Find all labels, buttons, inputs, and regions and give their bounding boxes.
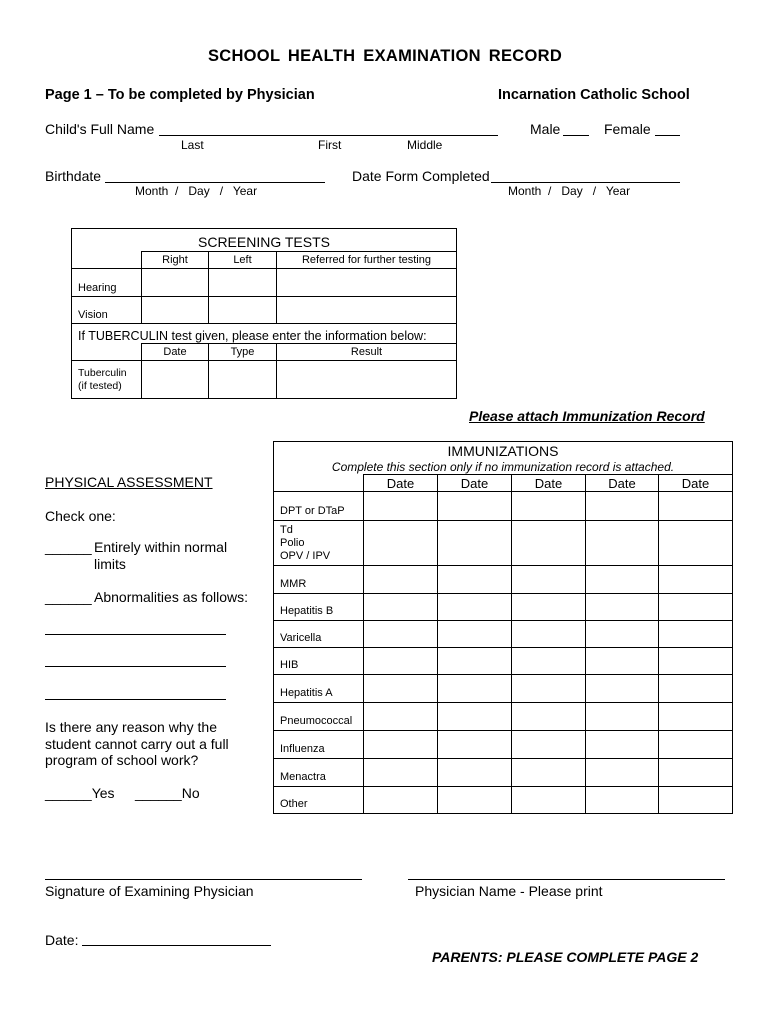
other-date-4[interactable] [586,787,659,814]
vaccine-td-polio-label [274,521,364,566]
left-header: Left [209,252,277,269]
right-header: Right [142,252,209,269]
normal-checkbox-blank[interactable]: ______ [45,539,92,555]
date-label: Date: [45,932,79,948]
first-label: First [318,138,342,152]
pneumo-date-2[interactable] [438,703,512,731]
female-field[interactable] [655,135,680,136]
pneumo-date-3[interactable] [512,703,586,731]
hearing-label: Hearing [72,269,142,297]
hib-date-1[interactable] [364,648,438,675]
vaccine-td-label: Td [280,523,293,536]
tb-result-cell[interactable] [277,361,457,399]
date-completed-field[interactable] [491,182,680,183]
other-date-3[interactable] [512,787,586,814]
mmr-date-2[interactable] [438,566,512,594]
hib-date-4[interactable] [586,648,659,675]
date-field[interactable] [82,945,271,946]
influenza-date-5[interactable] [659,731,733,759]
question-line1: Is there any reason why the [45,719,217,735]
vision-right-cell[interactable] [142,297,209,324]
hepa-date-1[interactable] [364,675,438,703]
date-header-5: Date [659,475,733,492]
hepa-date-2[interactable] [438,675,512,703]
hepb-date-1[interactable] [364,594,438,621]
vaccine-menactra-label: Menactra [274,759,364,787]
date-completed-format: Month / Day / Year [508,184,631,198]
normal-option-label [94,539,227,573]
immunizations-table [273,441,733,814]
hepa-date-5[interactable] [659,675,733,703]
other-date-1[interactable] [364,787,438,814]
hib-date-2[interactable] [438,648,512,675]
hearing-left-cell[interactable] [209,269,277,297]
menactra-date-2[interactable] [438,759,512,787]
menactra-date-5[interactable] [659,759,733,787]
hib-date-5[interactable] [659,648,733,675]
hearing-referred-cell[interactable] [277,269,457,297]
hib-date-3[interactable] [512,648,586,675]
pneumo-date-4[interactable] [586,703,659,731]
varicella-date-2[interactable] [438,621,512,648]
hepa-date-3[interactable] [512,675,586,703]
abnormality-line-1[interactable] [45,634,226,635]
vaccine-hepa-label: Hepatitis A [274,675,364,703]
male-label: Male [530,121,561,137]
menactra-date-1[interactable] [364,759,438,787]
physician-name-label: Physician Name - Please print [415,883,603,899]
last-label: Last [181,138,204,152]
form-title: SCHOOL HEALTH EXAMINATION RECORD [207,47,563,65]
varicella-date-3[interactable] [512,621,586,648]
dpt-date-4[interactable] [586,492,659,521]
pneumo-date-1[interactable] [364,703,438,731]
vaccine-mmr-label: MMR [274,566,364,594]
td-date-1[interactable] [364,521,438,566]
vision-label: Vision [72,297,142,324]
dpt-date-3[interactable] [512,492,586,521]
influenza-date-1[interactable] [364,731,438,759]
tb-type-cell[interactable] [209,361,277,399]
referred-header: Referred for further testing [277,252,457,269]
immunizations-title: IMMUNIZATIONS [274,442,733,460]
tb-date-cell[interactable] [142,361,209,399]
tuberculin-label [72,361,142,399]
mmr-date-5[interactable] [659,566,733,594]
abnormal-checkbox-blank[interactable]: ______ [45,589,92,605]
check-one-label: Check one: [45,508,116,524]
vaccine-influenza-label: Influenza [274,731,364,759]
pneumo-date-5[interactable] [659,703,733,731]
td-date-5[interactable] [659,521,733,566]
parents-footer-note: PARENTS: PLEASE COMPLETE PAGE 2 [432,949,699,965]
influenza-date-3[interactable] [512,731,586,759]
normal-option-line1: Entirely within normal [94,539,228,555]
tuberculin-instruction: If TUBERCULIN test given, please enter the information below: [72,324,457,344]
middle-label: Middle [407,138,443,152]
question-line2: student cannot carry out a full [45,735,229,752]
screening-title: SCREENING TESTS [72,229,457,252]
tb-result-header: Result [277,344,457,361]
female-label: Female [604,121,651,137]
dpt-date-5[interactable] [659,492,733,521]
signature-line[interactable] [45,879,362,880]
screening-table [71,228,457,399]
menactra-date-3[interactable] [512,759,586,787]
other-date-2[interactable] [438,787,512,814]
tb-date-header: Date [142,344,209,361]
attach-immunization-note: Please attach Immunization Record [469,408,705,424]
vision-left-cell[interactable] [209,297,277,324]
varicella-date-4[interactable] [586,621,659,648]
child-name-label: Child's Full Name [45,121,155,137]
no-option[interactable]: ______No [135,785,200,801]
page-label: Page 1 – To be completed by Physician [45,87,315,103]
hepb-date-4[interactable] [586,594,659,621]
tuberculin-label-line2: (if tested) [78,379,122,392]
varicella-date-1[interactable] [364,621,438,648]
date-header-4: Date [586,475,659,492]
menactra-date-4[interactable] [586,759,659,787]
child-name-field[interactable] [159,135,498,136]
mmr-date-1[interactable] [364,566,438,594]
date-header-3: Date [512,475,586,492]
abnormality-line-3[interactable] [45,699,226,700]
mmr-date-4[interactable] [586,566,659,594]
vision-referred-cell[interactable] [277,297,457,324]
school-work-question [45,719,229,769]
immunizations-note: Complete this section only if no immunization record is attached. [274,460,733,475]
influenza-date-4[interactable] [586,731,659,759]
dpt-date-1[interactable] [364,492,438,521]
vaccine-pneumococcal-label: Pneumococcal [274,703,364,731]
date-completed-label: Date Form Completed [352,168,490,184]
vaccine-other-label: Other [274,787,364,814]
tb-type-header: Type [209,344,277,361]
abnormality-line-2[interactable] [45,666,226,667]
td-date-3[interactable] [512,521,586,566]
male-field[interactable] [563,135,589,136]
abnormal-option-label: Abnormalities as follows: [94,589,249,605]
hearing-right-cell[interactable] [142,269,209,297]
tuberculin-label-line1: Tuberculin [78,366,127,379]
physician-name-line[interactable] [408,879,725,880]
vaccine-varicella-label: Varicella [274,621,364,648]
mmr-date-3[interactable] [512,566,586,594]
varicella-date-5[interactable] [659,621,733,648]
yes-option[interactable]: ______Yes [45,785,115,801]
normal-option-line2: limits [94,556,126,572]
vaccine-polio-label: Polio [280,536,305,549]
influenza-date-2[interactable] [438,731,512,759]
date-header-2: Date [438,475,512,492]
physical-assessment-heading: PHYSICAL ASSESSMENT [45,474,213,490]
signature-label: Signature of Examining Physician [45,883,254,899]
hepb-date-5[interactable] [659,594,733,621]
question-line3: program of school work? [45,752,199,768]
dpt-date-2[interactable] [438,492,512,521]
hepb-date-2[interactable] [438,594,512,621]
td-date-2[interactable] [438,521,512,566]
td-date-4[interactable] [586,521,659,566]
birthdate-field[interactable] [105,182,325,183]
vaccine-dpt-label: DPT or DTaP [274,492,364,521]
vaccine-hepb-label: Hepatitis B [274,594,364,621]
hepb-date-3[interactable] [512,594,586,621]
birthdate-format: Month / Day / Year [135,184,258,198]
vaccine-opv-label: OPV / IPV [280,549,331,562]
birthdate-label: Birthdate [45,168,102,184]
school-name: Incarnation Catholic School [498,87,690,103]
date-header-1: Date [364,475,438,492]
other-date-5[interactable] [659,787,733,814]
hepa-date-4[interactable] [586,675,659,703]
vaccine-hib-label: HIB [274,648,364,675]
